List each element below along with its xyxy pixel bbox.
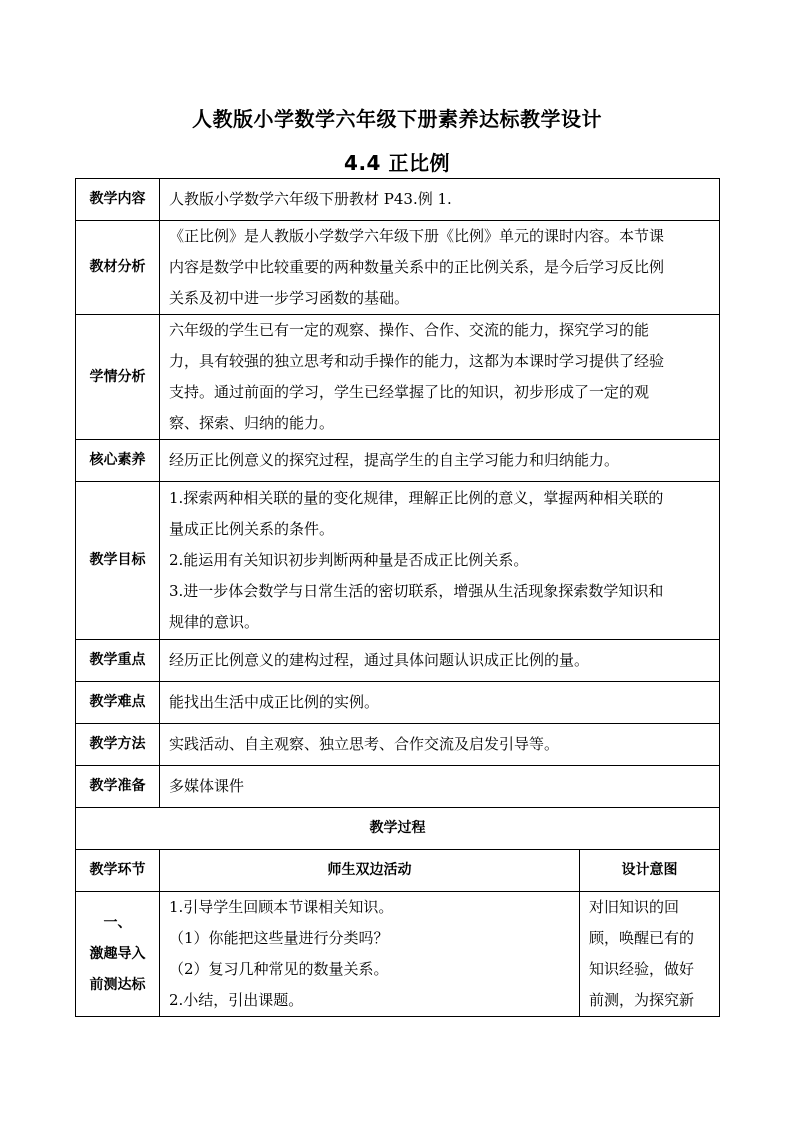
stage-row xyxy=(76,892,720,1017)
info-row xyxy=(76,221,720,315)
row-label: 教学方法 xyxy=(76,724,160,766)
info-row xyxy=(76,315,720,440)
stage-name-line: 激趣导入 xyxy=(89,945,146,962)
content-line: 《正比例》是人教版小学数学六年级下册《比例》单元的课时内容。本节课 xyxy=(169,227,665,245)
lesson-plan-table xyxy=(75,178,720,1017)
content-line: 2.能运用有关知识初步判断两种量是否成正比例关系。 xyxy=(169,551,529,569)
row-content xyxy=(160,179,720,221)
row-content xyxy=(160,640,720,682)
info-row xyxy=(76,482,720,640)
row-label: 教学重点 xyxy=(76,640,160,682)
content-line: 1.探索两种相关联的量的变化规律，理解正比例的意义，掌握两种相关联的 xyxy=(169,489,664,507)
stage-name-line: 一、 xyxy=(103,914,132,931)
row-content xyxy=(160,482,720,640)
content-line: 六年级的学生已有一定的观察、操作、合作、交流的能力，探究学习的能 xyxy=(169,321,650,339)
stage-activity xyxy=(160,892,580,1017)
info-row xyxy=(76,682,720,724)
activity-line: 2.小结，引出课题。 xyxy=(169,991,304,1009)
row-label: 学情分析 xyxy=(76,315,160,440)
document-title: 人教版小学数学六年级下册素养达标教学设计 xyxy=(192,107,602,131)
intent-line: 知识经验，做好 xyxy=(589,960,695,978)
info-row xyxy=(76,640,720,682)
stage-name-line: 前测达标 xyxy=(89,976,146,993)
content-line: 支持。通过前面的学习，学生已经掌握了比的知识，初步形成了一定的观 xyxy=(169,383,650,401)
row-label: 教学目标 xyxy=(76,482,160,640)
content-line: 实践活动、自主观察、独立思考、合作交流及启发引导等。 xyxy=(169,735,560,753)
activity-line: （2）复习几种常见的数量关系。 xyxy=(169,960,389,978)
stage-intent xyxy=(580,892,720,1017)
row-content xyxy=(160,221,720,315)
content-line: 规律的意识。 xyxy=(169,613,260,631)
col-stage-header: 教学环节 xyxy=(76,850,160,892)
row-content xyxy=(160,440,720,482)
content-line: 能找出生活中成正比例的实例。 xyxy=(169,693,380,711)
row-content xyxy=(160,766,720,808)
info-row xyxy=(76,724,720,766)
content-line: 经历正比例意义的探究过程，提高学生的自主学习能力和归纳能力。 xyxy=(169,451,620,469)
row-content xyxy=(160,315,720,440)
col-activity-header: 师生双边活动 xyxy=(160,850,580,892)
info-row xyxy=(76,440,720,482)
content-line: 经历正比例意义的建构过程，通过具体问题认识成正比例的量。 xyxy=(169,651,590,669)
row-content xyxy=(160,724,720,766)
process-columns-row xyxy=(76,850,720,892)
content-line: 关系及初中进一步学习函数的基础。 xyxy=(169,289,410,307)
stage-name xyxy=(76,892,160,1017)
process-header: 教学过程 xyxy=(76,808,720,850)
activity-line: （1）你能把这些量进行分类吗？ xyxy=(169,929,389,947)
content-line: 察、探索、归纳的能力。 xyxy=(169,414,335,432)
info-row xyxy=(76,766,720,808)
row-label: 教学难点 xyxy=(76,682,160,724)
info-row xyxy=(76,179,720,221)
content-line: 量成正比例关系的条件。 xyxy=(169,520,335,538)
row-label: 教材分析 xyxy=(76,221,160,315)
content-line: 3.进一步体会数学与日常生活的密切联系，增强从生活现象探索数学知识和 xyxy=(169,582,664,600)
activity-line: 1.引导学生回顾本节课相关知识。 xyxy=(169,898,394,916)
row-content xyxy=(160,682,720,724)
process-header-row xyxy=(76,808,720,850)
intent-line: 对旧知识的回 xyxy=(589,898,680,916)
row-label: 教学内容 xyxy=(76,179,160,221)
lesson-title: 4.4 正比例 xyxy=(344,151,450,175)
col-intent-header: 设计意图 xyxy=(580,850,720,892)
content-line: 人教版小学数学六年级下册教材 P43.例 1. xyxy=(169,190,452,208)
content-line: 内容是数学中比较重要的两种数量关系中的正比例关系，是今后学习反比例 xyxy=(169,258,665,276)
row-label: 教学准备 xyxy=(76,766,160,808)
content-line: 多媒体课件 xyxy=(169,777,245,795)
row-label: 核心素养 xyxy=(76,440,160,482)
content-line: 力，具有较强的独立思考和动手操作的能力，这都为本课时学习提供了经验 xyxy=(169,352,665,370)
intent-line: 前测，为探究新 xyxy=(589,991,695,1009)
intent-line: 顾，唤醒已有的 xyxy=(589,929,695,947)
